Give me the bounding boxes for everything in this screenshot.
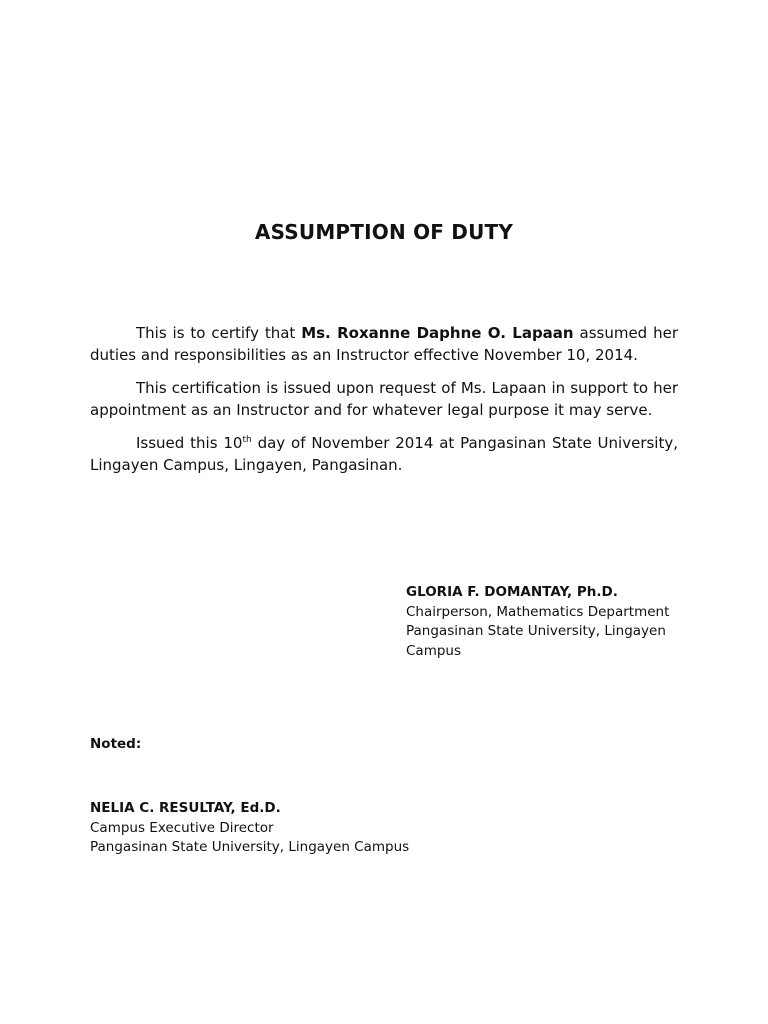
certification-paragraph: [90, 322, 678, 366]
signatory-position: Chairperson, Mathematics Department: [406, 603, 670, 620]
certificate-body: [90, 322, 678, 487]
purpose-paragraph: This certification is issued upon request of Ms. Lapaan in support to her appointment as an Instructor and for whatever legal purpose it may serve.: [90, 379, 678, 419]
signatory-block: [406, 583, 686, 661]
signatory-name: GLORIA F. DOMANTAY, Ph.D.: [406, 584, 618, 600]
issuance-place-text: day of November 2014 at Pangasinan State University, Lingayen Campus, Lingayen, Pangasinan.: [90, 434, 678, 474]
signatory-institution: Pangasinan State University, Lingayen Campus: [406, 623, 666, 659]
appointee-name: Ms. Roxanne Daphne O. Lapaan: [301, 324, 574, 342]
document-title: ASSUMPTION OF DUTY: [254, 220, 514, 244]
noted-label: Noted:: [90, 736, 142, 752]
noted-signatory-name: NELIA C. RESULTAY, Ed.D.: [90, 800, 281, 816]
certification-duty-text: assumed her duties and responsibilities as an Instructor effective November 10, 2014.: [90, 324, 678, 364]
noted-signatory-position: Campus Executive Director: [90, 819, 274, 836]
ordinal-suffix: th: [242, 435, 252, 445]
issuance-day-text: Issued this 10: [136, 434, 243, 452]
noted-signatory-institution: Pangasinan State University, Lingayen Campus: [90, 839, 410, 855]
certification-intro-text: This is to certify that: [136, 324, 302, 342]
issuance-paragraph: [90, 432, 678, 476]
noted-signatory-block: [90, 799, 490, 858]
